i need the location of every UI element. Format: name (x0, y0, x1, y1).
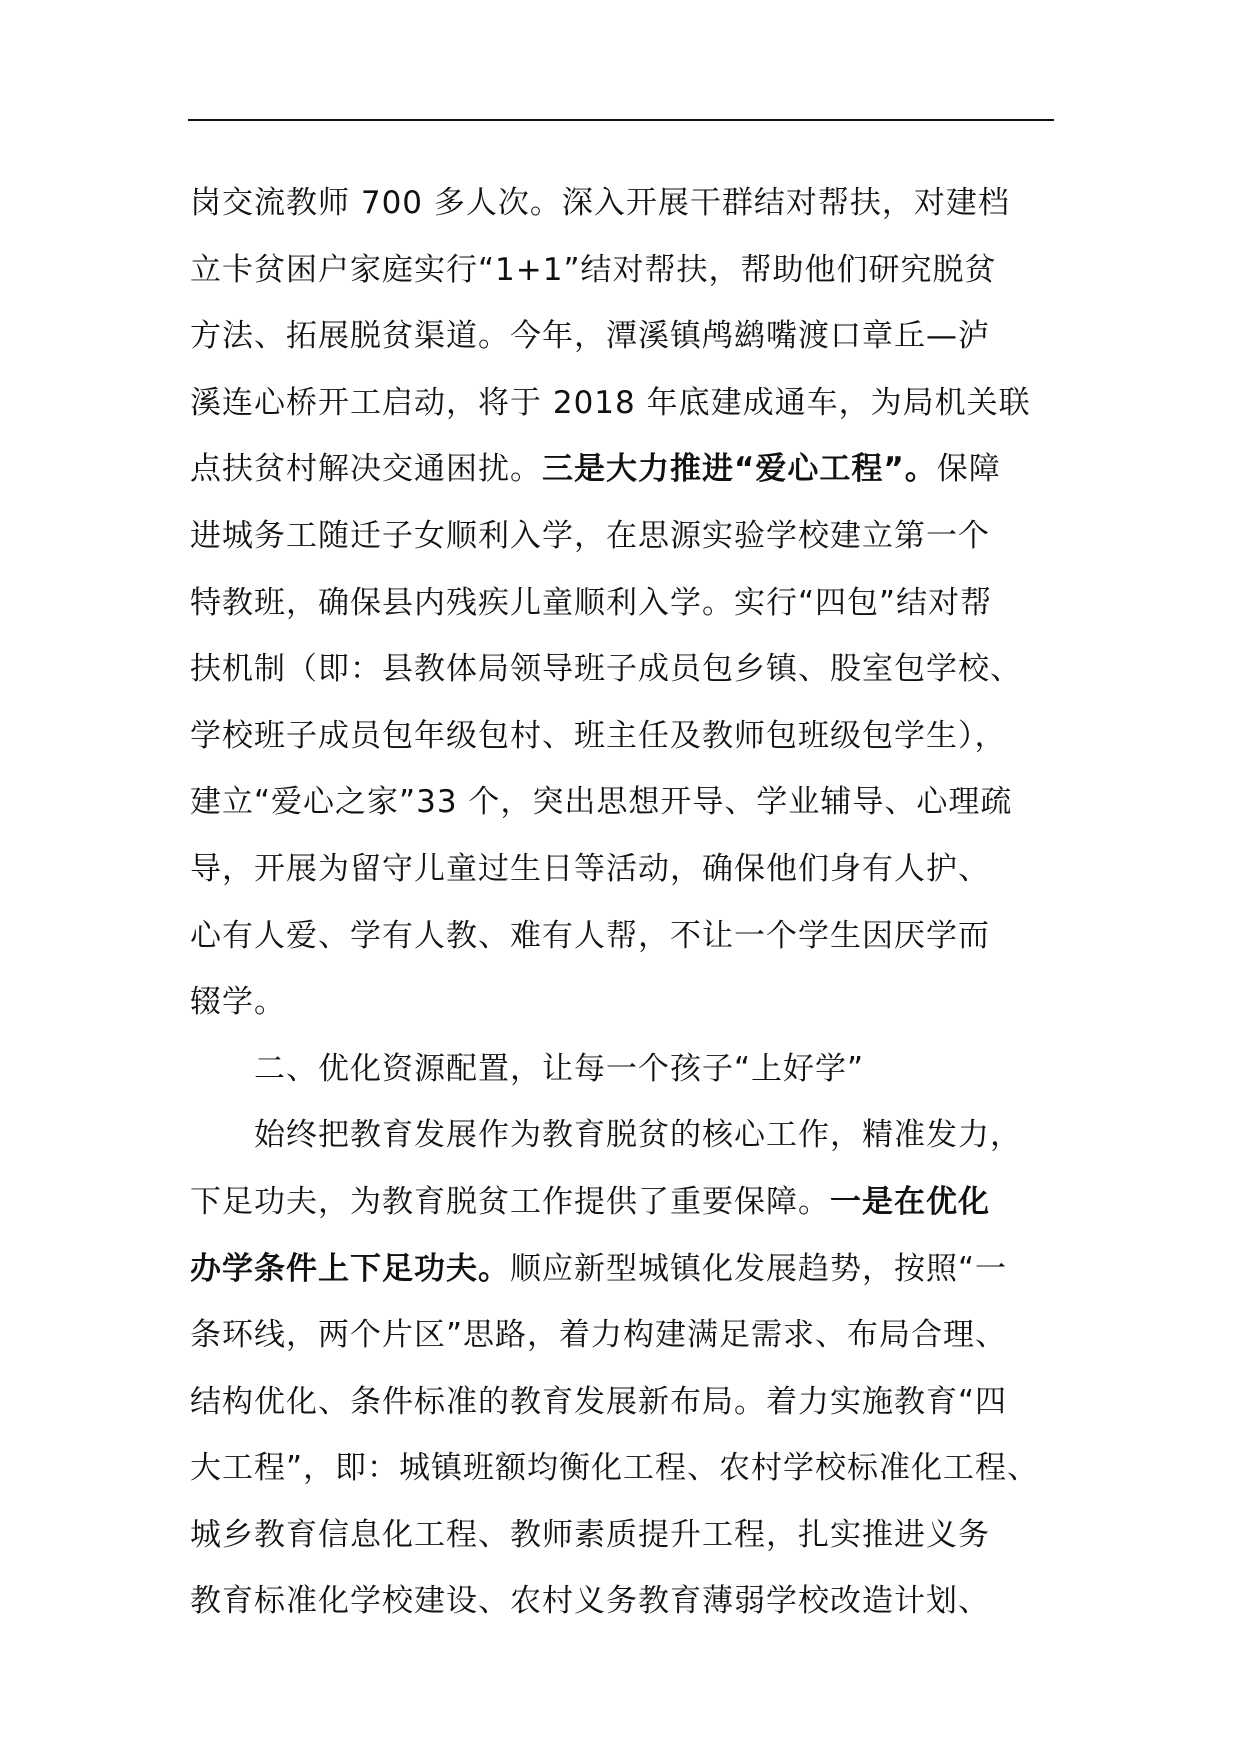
text-line: 下足功夫，为教育脱贫工作提供了重要保障。一是在优化 (190, 1183, 990, 1220)
text-line: 心有人爱、学有人教、难有人帮，不让一个学生因厌学而 (190, 917, 990, 954)
text-line: 建立“爱心之家”33 个，突出思想开导、学业辅导、心理疏 (190, 784, 1013, 821)
header-rule (188, 119, 1054, 121)
text-line: 大工程”，即：城镇班额均衡化工程、农村学校标准化工程、 (190, 1450, 1040, 1487)
text-line: 方法、拓展脱贫渠道。今年，潭溪镇鸬鹚嘴渡口章丘—泸 (190, 318, 990, 355)
text-line: 辍学。 (190, 984, 286, 1021)
text-line: 岗交流教师 700 多人次。深入开展干群结对帮扶，对建档 (190, 185, 1010, 221)
text-line: 办学条件上下足功夫。顺应新型城镇化发展趋势，按照“一 (190, 1250, 1008, 1287)
bold-heading: 一是在优化 (830, 1183, 990, 1220)
text-line: 始终把教育发展作为教育脱贫的核心工作，精准发力， (254, 1117, 1022, 1154)
body-text (190, 170, 1070, 1635)
text-line: 扶机制（即：县教体局领导班子成员包乡镇、股室包学校、 (190, 651, 1022, 688)
section-heading: 二、优化资源配置，让每一个孩子“上好学” (254, 1050, 865, 1087)
bold-heading: 办学条件上下足功夫。 (190, 1250, 510, 1287)
text-line: 点扶贫村解决交通困扰。三是大力推进“爱心工程”。保障 (190, 451, 1001, 488)
text-line: 学校班子成员包年级包村、班主任及教师包班级包学生）， (190, 717, 1007, 754)
bold-heading: 三是大力推进“爱心工程”。 (542, 451, 937, 488)
text-line: 条环线，两个片区”思路，着力构建满足需求、布局合理、 (190, 1317, 1008, 1354)
text-line: 城乡教育信息化工程、教师素质提升工程，扎实推进义务 (190, 1516, 990, 1553)
text-line: 进城务工随迁子女顺利入学，在思源实验学校建立第一个 (190, 517, 990, 554)
text-line: 溪连心桥开工启动，将于 2018 年底建成通车，为局机关联 (190, 384, 1031, 421)
text-line: 导，开展为留守儿童过生日等活动，确保他们身有人护、 (190, 850, 990, 887)
text-line: 特教班，确保县内残疾儿童顺利入学。实行“四包”结对帮 (190, 584, 993, 621)
text-line: 立卡贫困户家庭实行“1+1”结对帮扶，帮助他们研究脱贫 (190, 251, 997, 288)
text-line: 教育标准化学校建设、农村义务教育薄弱学校改造计划、 (190, 1583, 990, 1620)
text-line: 结构优化、条件标准的教育发展新布局。着力实施教育“四 (190, 1383, 1008, 1420)
